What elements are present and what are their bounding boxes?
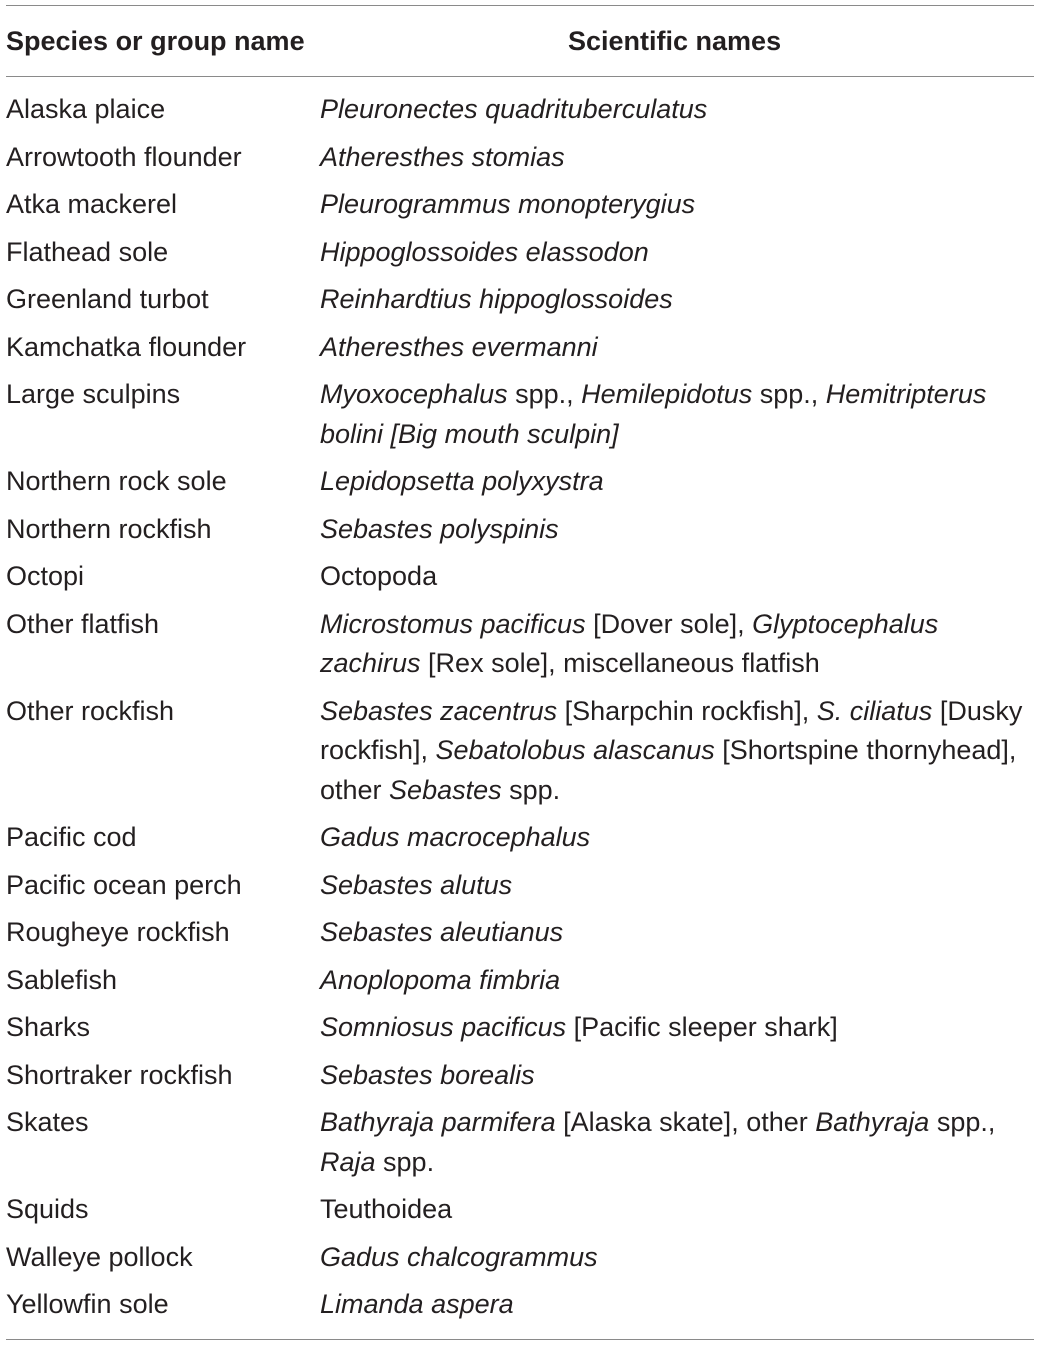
scientific-name-italic: Bathyraja parmifera (320, 1107, 556, 1137)
species-name-cell: Rougheye rockfish (6, 917, 230, 947)
scientific-name-italic: Hemitripterus bolini [Big mouth sculpin] (320, 379, 987, 449)
scientific-name-cell (320, 90, 1034, 130)
table-row (6, 375, 1034, 454)
scientific-name-cell (320, 233, 1034, 273)
scientific-name-text: [Sharpchin rockfish], (557, 695, 817, 726)
scientific-name-text: [Rex sole], miscellaneous flatfish (420, 648, 820, 678)
scientific-name-italic: Atheresthes stomias (320, 141, 565, 172)
scientific-name-text: spp., (752, 379, 826, 409)
scientific-name-italic: Anoplopoma fimbria (320, 964, 561, 995)
scientific-name-italic: Glyptocephalus zachirus (320, 608, 939, 678)
species-name-cell: Large sculpins (6, 379, 181, 409)
species-table (6, 5, 1034, 1340)
species-name-cell: Flathead sole (6, 236, 169, 267)
scientific-name-italic: S. ciliatus (816, 695, 933, 726)
table-body (6, 77, 1034, 1325)
table-row (6, 866, 1034, 906)
scientific-name-cell (320, 138, 1034, 178)
scientific-name-text: spp., (507, 379, 582, 409)
scientific-name-italic: Atheresthes evermanni (320, 331, 598, 362)
scientific-name-text: spp. (375, 1146, 435, 1177)
scientific-name-italic: Raja (320, 1146, 376, 1177)
species-name-cell: Northern rock sole (6, 466, 227, 496)
scientific-name-cell (320, 1238, 1034, 1278)
table-row (6, 280, 1034, 320)
scientific-name-cell (320, 866, 1034, 906)
scientific-name-italic: Hippoglossoides elassodon (320, 236, 649, 267)
species-name-cell: Skates (6, 1107, 89, 1137)
species-name-cell: Other flatfish (6, 608, 160, 639)
species-name-cell: Pacific cod (6, 822, 137, 852)
scientific-name-italic: Sebastes polyspinis (320, 513, 559, 544)
scientific-name-cell (320, 375, 1034, 454)
table-row (6, 462, 1034, 502)
table-row (6, 510, 1034, 550)
scientific-name-text: [Dusky rockfish], (320, 695, 1023, 765)
scientific-name-cell (320, 605, 1034, 684)
scientific-name-text: Octopoda (320, 561, 438, 591)
scientific-name-italic: Sebastes borealis (320, 1059, 535, 1090)
table-row (6, 328, 1034, 368)
species-name-cell: Octopi (6, 561, 85, 591)
species-name-cell: Sablefish (6, 964, 118, 995)
species-name-cell: Squids (6, 1194, 89, 1224)
species-name-cell: Sharks (6, 1012, 91, 1042)
scientific-name-italic: Bathyraja (815, 1107, 930, 1137)
species-name-cell: Walleye pollock (6, 1241, 193, 1272)
scientific-name-italic: Gadus macrocephalus (320, 822, 591, 852)
table-row (6, 1190, 1034, 1230)
species-name-cell: Shortraker rockfish (6, 1059, 233, 1090)
table-row (6, 818, 1034, 858)
species-name-cell: Alaska plaice (6, 94, 166, 124)
table-row (6, 138, 1034, 178)
table-row (6, 233, 1034, 273)
scientific-name-italic: Limanda aspera (320, 1289, 514, 1319)
scientific-name-italic: Sebastes alutus (320, 869, 513, 900)
scientific-name-italic: Pleurogrammus monopterygius (320, 189, 696, 219)
scientific-name-text: spp., (929, 1107, 996, 1137)
scientific-name-cell (320, 1056, 1034, 1096)
table-row (6, 1285, 1034, 1325)
scientific-name-cell (320, 185, 1034, 225)
scientific-name-cell (320, 913, 1034, 953)
header-scientific-names: Scientific names (568, 25, 782, 56)
scientific-name-cell (320, 557, 1034, 597)
species-name-cell: Greenland turbot (6, 284, 209, 314)
scientific-name-italic: Sebastes zacentrus (320, 695, 558, 726)
scientific-name-italic: Sebastes aleutianus (320, 917, 564, 947)
scientific-name-cell (320, 1190, 1034, 1230)
scientific-name-cell (320, 280, 1034, 320)
table-row (6, 1008, 1034, 1048)
table-row (6, 961, 1034, 1001)
scientific-name-italic: Sebatolobus alascanus (435, 735, 715, 765)
scientific-name-cell (320, 328, 1034, 368)
species-name-cell: Other rockfish (6, 695, 175, 726)
table-bottom-rule (6, 1339, 1034, 1340)
species-name-cell: Pacific ocean perch (6, 869, 242, 900)
scientific-name-text: Teuthoidea (320, 1194, 453, 1224)
scientific-name-cell (320, 961, 1034, 1001)
scientific-name-italic: Myoxocephalus (320, 379, 508, 409)
scientific-name-italic: Lepidopsetta polyxystra (320, 466, 604, 496)
scientific-name-italic: Hemilepidotus (581, 379, 753, 409)
table-header (6, 6, 1034, 76)
species-name-cell: Northern rockfish (6, 513, 212, 544)
table-row (6, 1056, 1034, 1096)
scientific-name-text: [Dover sole], (585, 608, 753, 639)
scientific-name-cell (320, 1103, 1034, 1182)
table-row (6, 605, 1034, 684)
species-name-cell: Atka mackerel (6, 189, 178, 219)
scientific-name-text: [Alaska skate], other (555, 1107, 816, 1137)
scientific-name-italic: Somniosus pacificus (320, 1012, 567, 1042)
table-row (6, 692, 1034, 811)
scientific-name-italic: Pleuronectes quadrituberculatus (320, 94, 708, 124)
scientific-name-cell (320, 1285, 1034, 1325)
table-row (6, 557, 1034, 597)
species-name-cell: Yellowfin sole (6, 1289, 169, 1319)
scientific-name-text: [Shortspine thornyhead], other (320, 735, 1017, 805)
header-species-name: Species or group name (6, 25, 305, 56)
scientific-name-italic: Gadus chalcogrammus (320, 1241, 598, 1272)
table-row (6, 1238, 1034, 1278)
scientific-name-text: spp. (501, 774, 561, 805)
scientific-name-cell (320, 510, 1034, 550)
scientific-name-italic: Sebastes (389, 774, 502, 805)
scientific-name-cell (320, 462, 1034, 502)
table-row (6, 90, 1034, 130)
scientific-name-italic: Microstomus pacificus (320, 608, 586, 639)
table-row (6, 1103, 1034, 1182)
table-row (6, 913, 1034, 953)
scientific-name-text: [Pacific sleeper shark] (566, 1012, 838, 1042)
scientific-name-italic: Reinhardtius hippoglossoides (320, 284, 673, 314)
species-name-cell: Kamchatka flounder (6, 331, 247, 362)
scientific-name-cell (320, 818, 1034, 858)
scientific-name-cell (320, 692, 1034, 811)
table-row (6, 185, 1034, 225)
scientific-name-cell (320, 1008, 1034, 1048)
species-name-cell: Arrowtooth flounder (6, 141, 242, 172)
